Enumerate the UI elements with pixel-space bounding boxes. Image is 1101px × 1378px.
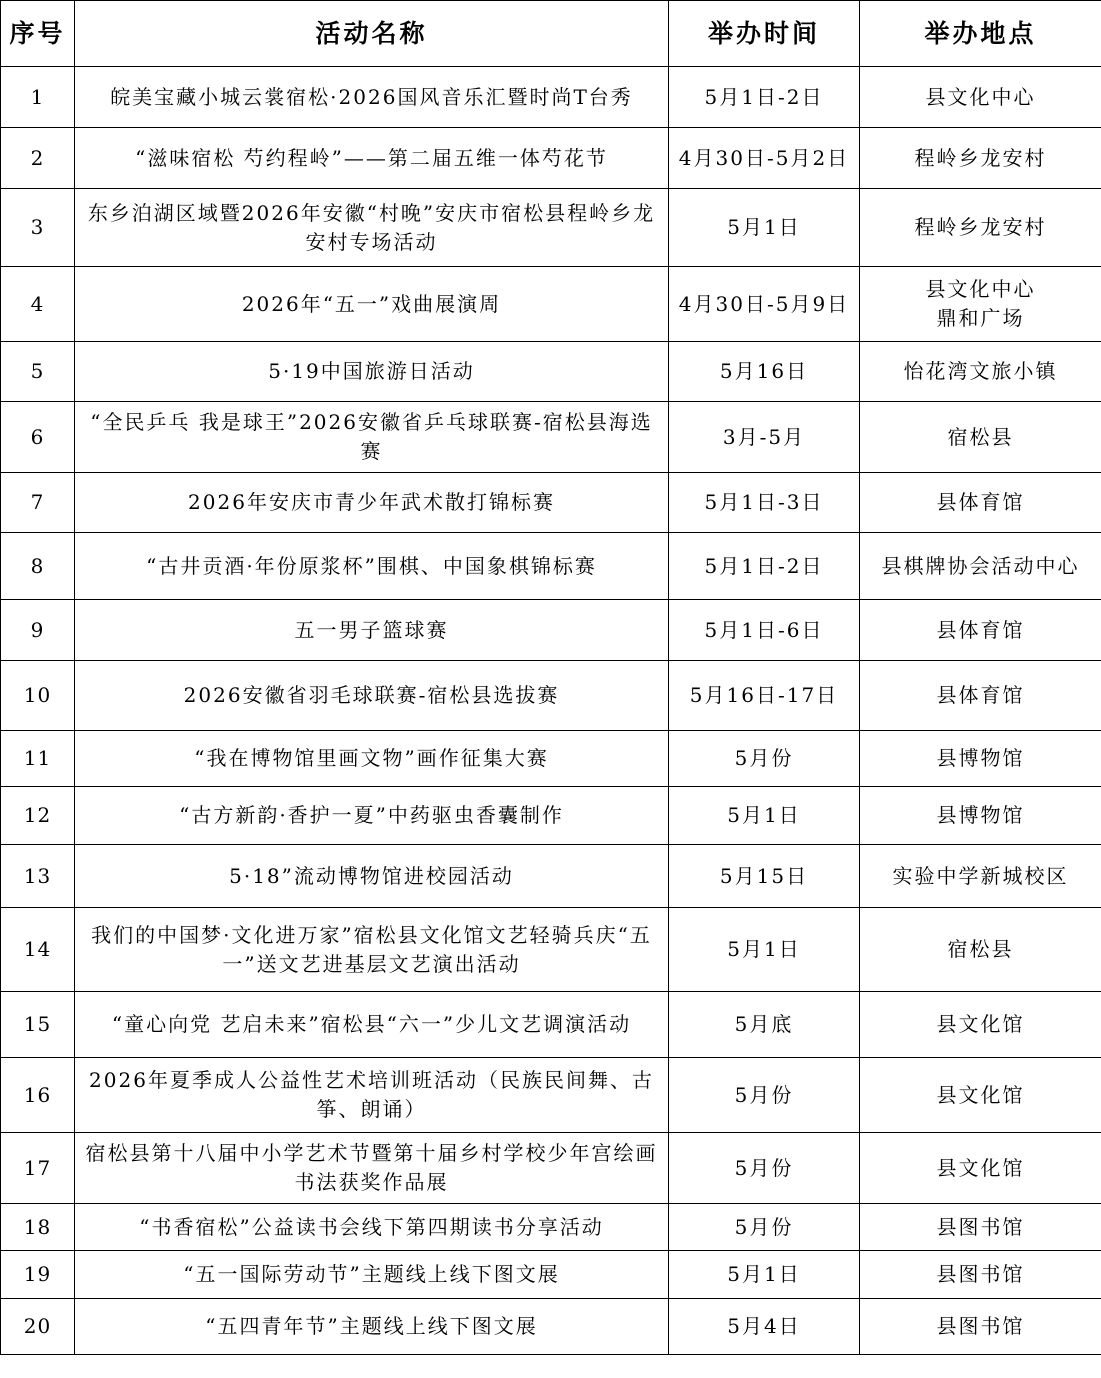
activity-name: “童心向党 艺启未来”宿松县“六一”少儿文艺调演活动 <box>75 992 669 1058</box>
activity-time: 5月1日 <box>669 908 860 992</box>
location-line: 县文化馆 <box>936 1012 1025 1036</box>
activity-time: 5月1日-3日 <box>669 473 860 533</box>
table-row <box>1 189 1101 267</box>
activity-name: “全民乒乓 我是球王”2026安徽省乒乓球联赛-宿松县海选赛 <box>75 402 669 473</box>
activity-location <box>860 1204 1101 1251</box>
table-row <box>1 787 1101 845</box>
activity-name: 2026年“五一”戏曲展演周 <box>75 267 669 342</box>
activity-name: 2026年夏季成人公益性艺术培训班活动（民族民间舞、古筝、朗诵） <box>75 1058 669 1133</box>
table-row <box>1 908 1101 992</box>
activity-name: “我在博物馆里画文物”画作征集大赛 <box>75 731 669 787</box>
table-row <box>1 1204 1101 1251</box>
location-line: 县文化中心 <box>925 277 1036 301</box>
activity-name: “古井贡酒·年份原浆杯”围棋、中国象棋锦标赛 <box>75 533 669 600</box>
activity-location <box>860 787 1101 845</box>
activity-location <box>860 473 1101 533</box>
activity-name: 东乡泊湖区域暨2026年安徽“村晚”安庆市宿松县程岭乡龙安村专场活动 <box>75 189 669 267</box>
activity-name: “书香宿松”公益读书会线下第四期读书分享活动 <box>75 1204 669 1251</box>
activity-location <box>860 1133 1101 1204</box>
location-line: 县体育馆 <box>936 617 1025 642</box>
location-line: 县图书馆 <box>936 1262 1025 1286</box>
header-activity-name: 活动名称 <box>75 1 669 67</box>
row-index: 2 <box>1 128 75 189</box>
activity-time: 5月4日 <box>669 1299 860 1355</box>
location-line: 实验中学新城校区 <box>892 863 1069 888</box>
location-line: 县文化馆 <box>936 1155 1025 1180</box>
activity-location <box>860 661 1101 731</box>
activity-time: 5月16日 <box>669 342 860 402</box>
activity-name: 五一男子篮球赛 <box>75 600 669 661</box>
row-index: 18 <box>1 1204 75 1251</box>
row-index: 13 <box>1 845 75 908</box>
activity-time: 5月15日 <box>669 845 860 908</box>
activity-location <box>860 1299 1101 1355</box>
row-index: 3 <box>1 189 75 267</box>
header-row <box>1 1 1101 67</box>
table-row <box>1 342 1101 402</box>
activity-location <box>860 731 1101 787</box>
row-index: 8 <box>1 533 75 600</box>
activity-name: 2026年安庆市青少年武术散打锦标赛 <box>75 473 669 533</box>
location-line: 县体育馆 <box>936 683 1025 707</box>
row-index: 20 <box>1 1299 75 1355</box>
row-index: 17 <box>1 1133 75 1204</box>
activity-time: 4月30日-5月2日 <box>669 128 860 189</box>
table-row <box>1 1058 1101 1133</box>
activity-location <box>860 1058 1101 1133</box>
row-index: 10 <box>1 661 75 731</box>
table-row <box>1 402 1101 473</box>
activity-location <box>860 67 1101 128</box>
activity-time: 5月1日 <box>669 787 860 845</box>
activity-name: “滋味宿松 芍约程岭”——第二届五维一体芍花节 <box>75 128 669 189</box>
row-index: 9 <box>1 600 75 661</box>
table-body <box>1 67 1101 1355</box>
activity-location <box>860 189 1101 267</box>
activity-location <box>860 600 1101 661</box>
row-index: 4 <box>1 267 75 342</box>
activity-location <box>860 128 1101 189</box>
location-line: 县文化馆 <box>936 1082 1025 1107</box>
activity-location <box>860 533 1101 600</box>
table-row <box>1 267 1101 342</box>
location-line: 鼎和广场 <box>936 306 1025 330</box>
table-row <box>1 731 1101 787</box>
activity-time: 3月-5月 <box>669 402 860 473</box>
table-row <box>1 1133 1101 1204</box>
activity-name: “五一国际劳动节”主题线上线下图文展 <box>75 1251 669 1299</box>
header-time: 举办时间 <box>669 1 860 67</box>
table-row <box>1 1299 1101 1355</box>
location-line: 县博物馆 <box>936 746 1025 770</box>
activity-location <box>860 402 1101 473</box>
activity-name: 宿松县第十八届中小学艺术节暨第十届乡村学校少年宫绘画书法获奖作品展 <box>75 1133 669 1204</box>
activity-name: 5·19中国旅游日活动 <box>75 342 669 402</box>
activity-time: 4月30日-5月9日 <box>669 267 860 342</box>
activity-time: 5月份 <box>669 1133 860 1204</box>
table-row <box>1 533 1101 600</box>
row-index: 6 <box>1 402 75 473</box>
location-line: 宿松县 <box>947 424 1014 449</box>
table-row <box>1 473 1101 533</box>
row-index: 7 <box>1 473 75 533</box>
location-line: 宿松县 <box>947 937 1014 961</box>
header-location: 举办地点 <box>860 1 1101 67</box>
activity-name: 皖美宝藏小城云裳宿松·2026国风音乐汇暨时尚T台秀 <box>75 67 669 128</box>
activity-location <box>860 342 1101 402</box>
table-row <box>1 600 1101 661</box>
table-row <box>1 992 1101 1058</box>
row-index: 5 <box>1 342 75 402</box>
header-index: 序号 <box>1 1 75 67</box>
location-line: 程岭乡龙安村 <box>914 145 1047 170</box>
table-row <box>1 128 1101 189</box>
row-index: 16 <box>1 1058 75 1133</box>
activity-name: 5·18”流动博物馆进校园活动 <box>75 845 669 908</box>
table-row <box>1 661 1101 731</box>
activity-time: 5月份 <box>669 1204 860 1251</box>
activity-name: 2026安徽省羽毛球联赛-宿松县选拔赛 <box>75 661 669 731</box>
activity-name: 我们的中国梦·文化进万家”宿松县文化馆文艺轻骑兵庆“五一”送文艺进基层文艺演出活动 <box>75 908 669 992</box>
activity-location <box>860 1251 1101 1299</box>
activity-location <box>860 992 1101 1058</box>
row-index: 19 <box>1 1251 75 1299</box>
activity-time: 5月1日-2日 <box>669 67 860 128</box>
location-line: 县棋牌协会活动中心 <box>881 553 1080 578</box>
location-line: 县文化中心 <box>925 84 1036 109</box>
table-row <box>1 845 1101 908</box>
activity-location <box>860 267 1101 342</box>
row-index: 1 <box>1 67 75 128</box>
activity-name: “古方新韵·香护一夏”中药驱虫香囊制作 <box>75 787 669 845</box>
row-index: 15 <box>1 992 75 1058</box>
row-index: 11 <box>1 731 75 787</box>
location-line: 县体育馆 <box>936 490 1025 514</box>
activity-name: “五四青年节”主题线上线下图文展 <box>75 1299 669 1355</box>
activity-time: 5月份 <box>669 731 860 787</box>
location-line: 县博物馆 <box>936 803 1025 827</box>
location-line: 县图书馆 <box>936 1214 1025 1239</box>
activity-time: 5月16日-17日 <box>669 661 860 731</box>
row-index: 14 <box>1 908 75 992</box>
row-index: 12 <box>1 787 75 845</box>
activity-time: 5月1日 <box>669 1251 860 1299</box>
table-row <box>1 1251 1101 1299</box>
location-line: 县图书馆 <box>936 1314 1025 1338</box>
table-row <box>1 67 1101 128</box>
activity-time: 5月份 <box>669 1058 860 1133</box>
activity-time: 5月1日-6日 <box>669 600 860 661</box>
location-line: 程岭乡龙安村 <box>914 215 1047 239</box>
activity-location <box>860 908 1101 992</box>
activity-time: 5月底 <box>669 992 860 1058</box>
location-line: 怡花湾文旅小镇 <box>903 359 1058 383</box>
activity-time: 5月1日-2日 <box>669 533 860 600</box>
activity-location <box>860 845 1101 908</box>
activity-time: 5月1日 <box>669 189 860 267</box>
